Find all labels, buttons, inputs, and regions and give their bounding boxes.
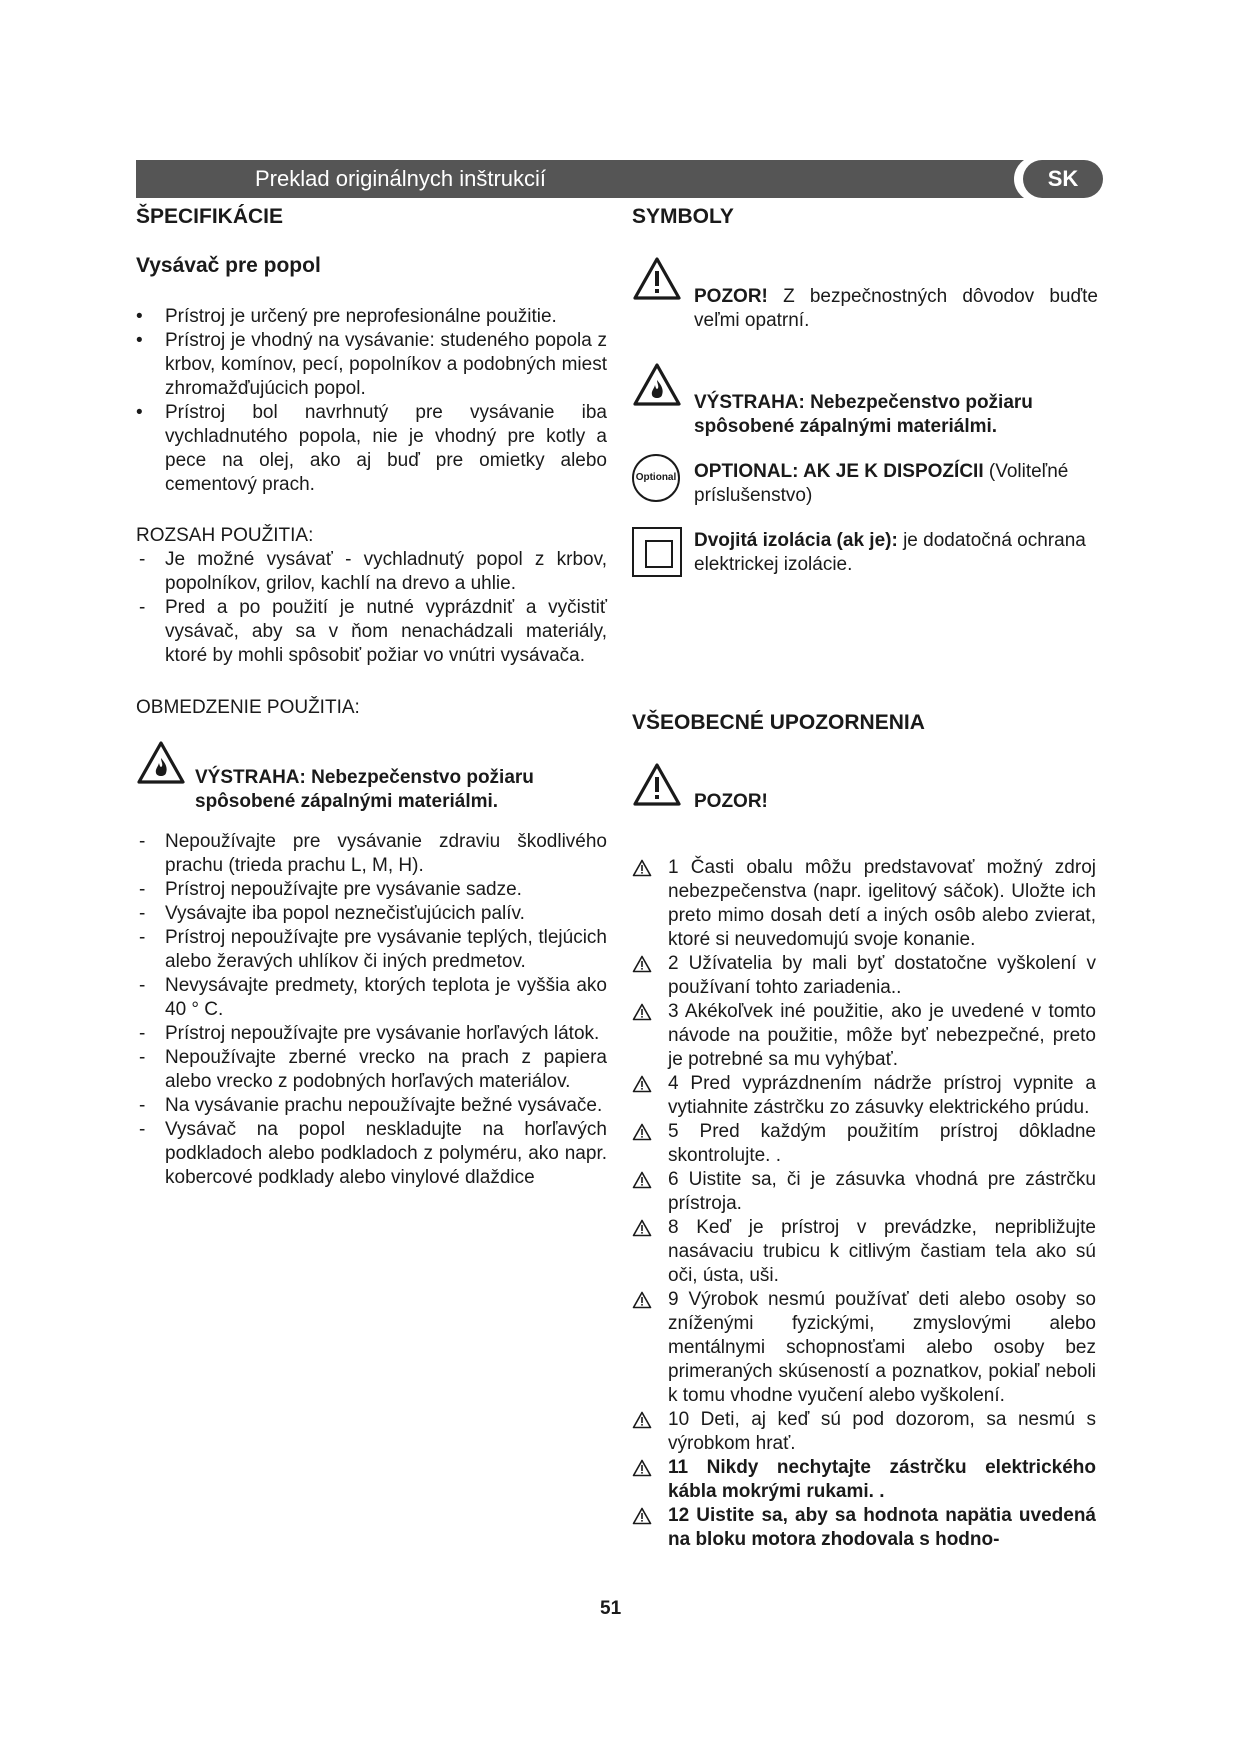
warning-icon (632, 762, 682, 808)
page-number: 51 (600, 1598, 622, 1619)
warning-icon (632, 1507, 652, 1525)
symbols-title: SYMBOLY (632, 205, 734, 228)
list-item-text: 9 Výrobok nesmú používať deti alebo osoby so zníženými fyzickými, zmyslovými alebo mentálnymi schopnosťami alebo osoby bez primeraných skúseností a poznatkov, pokiaľ neboli k tomu vhodne vyučení alebo vyškolení. (668, 1289, 1096, 1406)
language-badge: SK (1023, 160, 1103, 198)
symbol-pozor-description: Z bezpečnostných dôvodov buďte veľmi opatrní. (694, 286, 1098, 331)
list-item-text: 11 Nikdy nechytajte zástrčku elektrického kábla mokrými rukami. . (668, 1457, 1096, 1502)
symbol-double-insulation-text: Dvojitá izolácia (ak je): je dodatočná ochrana elektrickej izolácie. (694, 530, 1086, 575)
limit-title: OBMEDZENIE POUŽITIA: (136, 697, 360, 718)
list-item (632, 1504, 1096, 1552)
list-item: • Prístroj je určený pre neprofesionálne použitie. (136, 305, 607, 329)
list-item-text: 3 Akékoľvek iné použitie, ako je uvedené v tomto návode na použitie, môže byť nebezpečné, preto je potrebné sa mu vyhýbať. (668, 1001, 1096, 1070)
header-title: Preklad originálnych inštrukcií (255, 166, 547, 191)
list-item: - Vysávač na popol neskladujte na horľavých podkladoch alebo podkladoch z polyméru, ako napr. kobercové podklady alebo vinylové dlaždice (136, 1118, 607, 1190)
list-item: - Na vysávanie prachu nepoužívajte bežné vysávače. (136, 1094, 607, 1118)
list-item-text: 6 Uistite sa, či je zásuvka vhodná pre zástrčku prístroja. (668, 1169, 1096, 1214)
warning-icon (632, 256, 682, 302)
list-item (632, 1216, 1096, 1288)
list-item (632, 1072, 1096, 1120)
warning-icon (632, 1219, 652, 1237)
spec-bullet-list (136, 305, 607, 497)
list-item (632, 1120, 1096, 1168)
list-item-text: 12 Uistite sa, aby sa hodnota napätia uvedená na bloku motora zhodovala s hodno- (668, 1505, 1096, 1550)
list-item: - Prístroj nepoužívajte pre vysávanie teplých, tlejúcich alebo žeravých uhlíkov či iných predmetov. (136, 926, 607, 974)
list-item (632, 1288, 1096, 1408)
warning-icon (632, 1291, 652, 1309)
list-item-text: 10 Deti, aj keď sú pod dozorom, sa nesmú s výrobkom hrať. (668, 1409, 1096, 1454)
fire-warning-icon (136, 740, 186, 786)
list-item (632, 1168, 1096, 1216)
warning-icon (632, 1003, 652, 1021)
list-item (632, 1000, 1096, 1072)
warning-icon (632, 1459, 652, 1477)
list-item: - Prístroj nepoužívajte pre vysávanie sadze. (136, 878, 607, 902)
list-item: - Prístroj nepoužívajte pre vysávanie horľavých látok. (136, 1022, 607, 1046)
list-item-text: 5 Pred každým použitím prístroj dôkladne skontrolujte. . (668, 1121, 1096, 1166)
list-item: - Je možné vysávať - vychladnutý popol z krbov, popolníkov, grilov, kachlí na drevo a uhlie. (136, 548, 607, 596)
general-warnings-title: VŠEOBECNÉ UPOZORNENIA (632, 711, 925, 734)
list-item: - Nevysávajte predmety, ktorých teplota je vyššia ako 40 ° C. (136, 974, 607, 1022)
list-item: • Prístroj bol navrhnutý pre vysávanie iba vychladnutého popola, nie je vhodný pre kotly a pece na olej, ako aj buď pre omietky alebo cementový prach. (136, 401, 607, 497)
symbol-pozor-label: POZOR! (694, 286, 768, 307)
list-item-text: 2 Užívatelia by mali byť dostatočne vyškolení v používaní tohto zariadenia.. (668, 953, 1096, 998)
limit-warning-text: VÝSTRAHA: Nebezpečenstvo požiaru spôsobené zápalnými materiálmi. (195, 767, 534, 812)
list-item: • Prístroj je vhodný na vysávanie: studeného popola z krbov, komínov, pecí, popolníkov a podobných miest zhromažďujúcich popol. (136, 329, 607, 401)
symbol-pozor-text (694, 285, 1098, 333)
list-item-text: 8 Keď je prístroj v prevádzke, nepribližujte nasávaciu trubicu k citlivým častiam tela ako sú oči, ústa, uši. (668, 1217, 1096, 1286)
warning-icon (632, 1075, 652, 1093)
specifications-title: ŠPECIFIKÁCIE (136, 205, 284, 228)
general-pozor-label: POZOR! (694, 791, 768, 812)
list-item: - Pred a po použití je nutné vyprázdniť a vyčistiť vysávač, aby sa v ňom nenachádzali materiály, ktoré by mohli spôsobiť požiar vo vnútri vysávača. (136, 596, 607, 668)
optional-icon: Optional (632, 454, 680, 502)
product-subtitle: Vysávač pre popol (136, 254, 321, 277)
warning-icon (632, 1123, 652, 1141)
warning-icon (632, 859, 652, 877)
warning-icon (632, 1411, 652, 1429)
fire-warning-icon (632, 362, 682, 408)
scope-title: ROZSAH POUŽITIA: (136, 525, 314, 546)
list-item (632, 952, 1096, 1000)
warning-icon (632, 1171, 652, 1189)
list-item: - Nepoužívajte pre vysávanie zdraviu škodlivého prachu (trieda prachu L, M, H). (136, 830, 607, 878)
limit-list (136, 830, 607, 1190)
list-item (632, 1456, 1096, 1504)
scope-list (136, 548, 607, 668)
list-item (632, 856, 1096, 952)
list-item-text: 4 Pred vyprázdnením nádrže prístroj vypnite a vytiahnite zástrčku zo zásuvky elektrického prúdu. (668, 1073, 1096, 1118)
list-item: - Vysávajte iba popol neznečisťujúcich palív. (136, 902, 607, 926)
symbol-fire-text: VÝSTRAHA: Nebezpečenstvo požiaru spôsobené zápalnými materiálmi. (694, 392, 1033, 437)
list-item (632, 1408, 1096, 1456)
list-item-text: 1 Časti obalu môžu predstavovať možný zdroj nebezpečenstva (napr. igelitový sáčok). Uložte ich preto mimo dosah detí a iných osôb alebo zvierat, ktoré si neuvedomujú svoje konanie. (668, 857, 1096, 950)
list-item: - Nepoužívajte zberné vrecko na prach z papiera alebo vrecko z podobných horľavých materiálov. (136, 1046, 607, 1094)
symbol-optional-text: OPTIONAL: AK JE K DISPOZÍCII (Voliteľné príslušenstvo) (694, 461, 1069, 506)
double-insulation-icon (632, 527, 682, 577)
warning-icon (632, 955, 652, 973)
general-warnings-list (632, 856, 1096, 1552)
